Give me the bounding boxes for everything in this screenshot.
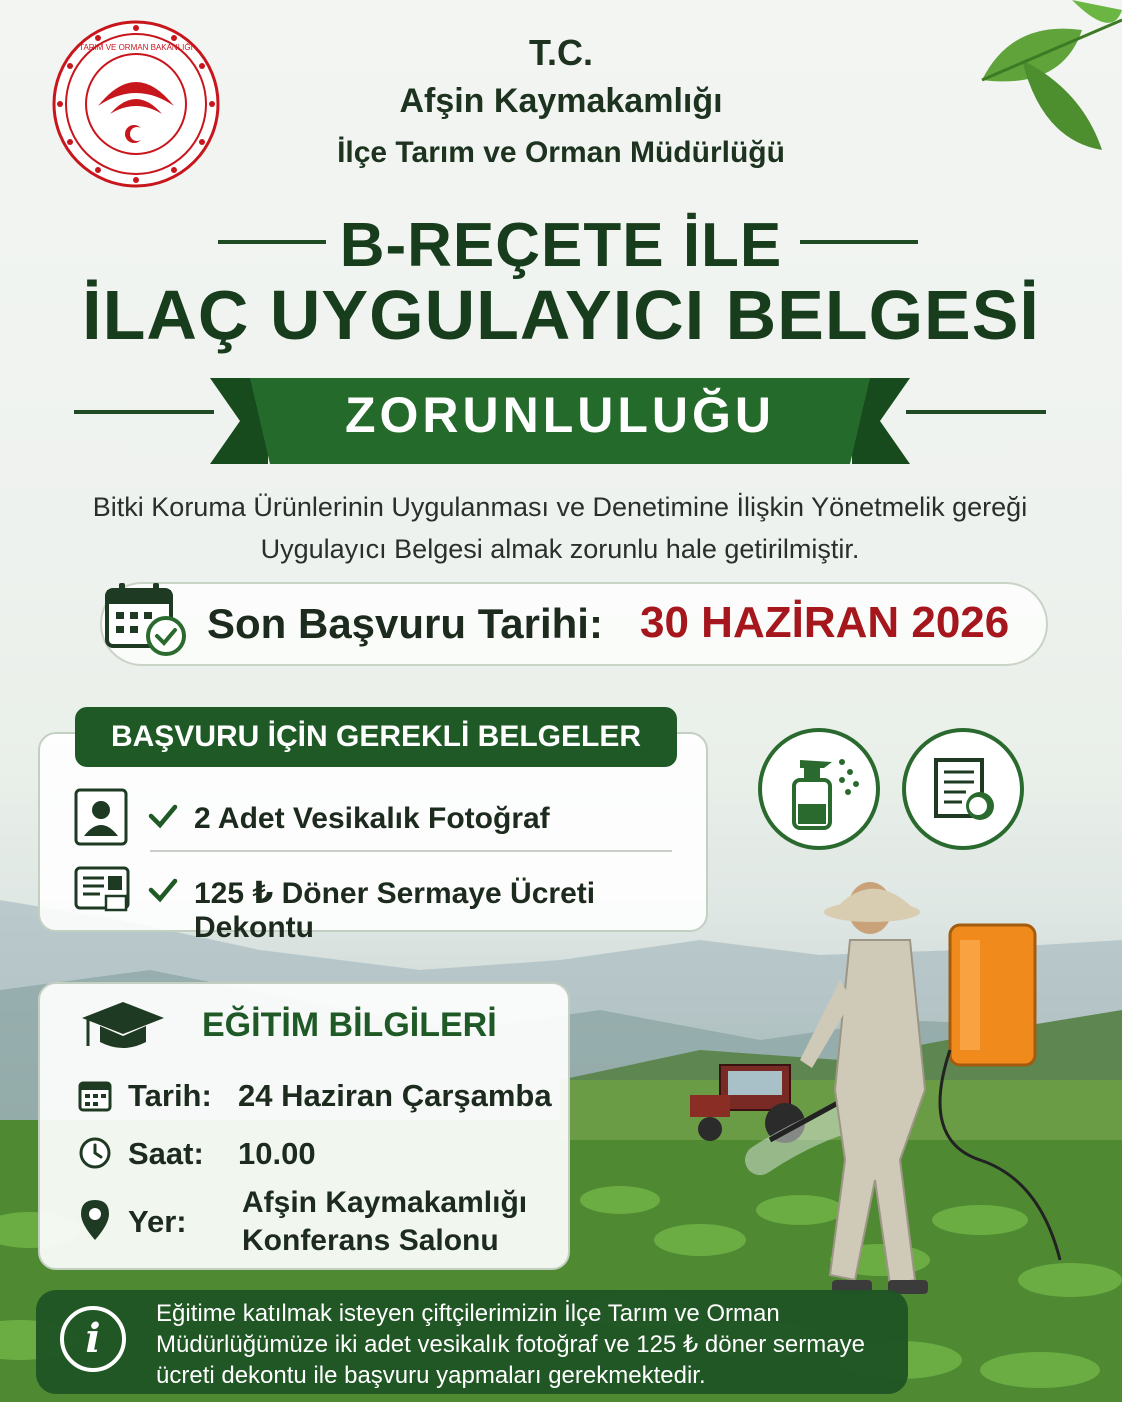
description-line-1: Bitki Koruma Ürünlerinin Uygulanması ve Denetimine İlişkin Yönetmelik gereği (92, 492, 1028, 522)
document-item-photo (74, 788, 694, 852)
ribbon-rule-left (74, 410, 214, 414)
title-line-1: B-REÇETE İLE (339, 211, 783, 280)
document-item-label: 2 Adet Vesikalık Fotoğraf (194, 802, 550, 835)
seal-ring-text: TARIM VE ORMAN BAKANLIĞI (79, 43, 193, 52)
deadline-date: 30 HAZİRAN 2026 (640, 598, 1010, 647)
education-date-label: Tarih: (128, 1078, 212, 1113)
document-item-receipt (74, 862, 694, 944)
education-date-value: 24 Haziran Çarşamba (238, 1078, 552, 1113)
header-directorate: İlçe Tarım ve Orman Müdürlüğü (337, 136, 785, 169)
certificate-icon (906, 732, 1020, 846)
calendar-icon (78, 1078, 112, 1112)
documents-divider (150, 850, 672, 852)
education-time-value: 10.00 (238, 1136, 316, 1171)
calendar-check-icon (104, 580, 188, 658)
education-place-line-2: Konferans Salonu (242, 1224, 499, 1257)
education-place-line-1: Afşin Kaymakamlığı (242, 1186, 528, 1219)
clock-icon (78, 1136, 112, 1170)
location-pin-icon (78, 1198, 112, 1242)
certificate-badge (902, 728, 1024, 850)
deadline-label: Son Başvuru Tarihi: (207, 600, 603, 647)
header-tc: T.C. (528, 32, 593, 73)
header-governorship: Afşin Kaymakamlığı (399, 82, 723, 120)
farmer-spraying-illustration (740, 860, 1090, 1330)
graduation-cap-icon (80, 998, 166, 1054)
education-place-label: Yer: (128, 1204, 187, 1239)
title-ribbon-text: ZORUNLULUĞU (344, 387, 776, 443)
spray-bottle-badge (758, 728, 880, 850)
education-place-value (242, 1184, 527, 1260)
receipt-icon (74, 862, 130, 920)
title-line-2: İLAÇ UYGULAYICI BELGESİ (82, 276, 1040, 354)
description-line-2: Uygulayıcı Belgesi almak zorunlu hale getirilmiştir. (260, 534, 860, 564)
document-item-label: 125 ₺ Döner Sermaye Ücreti Dekontu (194, 877, 596, 944)
info-icon: i (60, 1306, 126, 1372)
spray-bottle-icon (762, 732, 876, 846)
ribbon-rule-right (906, 410, 1046, 414)
education-time-label: Saat: (128, 1136, 204, 1171)
info-note-text: Eğitime katılmak isteyen çiftçilerimizin İlçe Tarım ve Orman Müdürlüğümüze iki adet vesikalık fotoğraf ve 125 ₺ döner sermaye ücreti dekontu ile başvuru yapmaları gerekmektedir. (156, 1300, 865, 1389)
person-photo-icon (74, 788, 130, 846)
check-icon (148, 876, 178, 904)
education-heading: EĞİTİM BİLGİLERİ (202, 1006, 497, 1044)
check-icon (148, 802, 178, 830)
regulation-description (60, 486, 1060, 570)
required-documents-heading: BAŞVURU İÇİN GEREKLİ BELGELER (75, 707, 677, 767)
